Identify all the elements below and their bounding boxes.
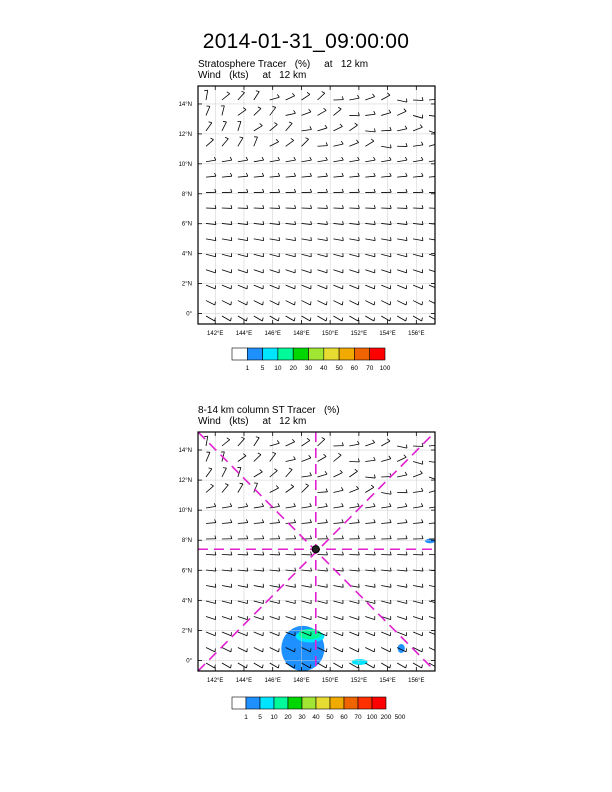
colorbar-label: 50 (335, 365, 343, 372)
wind-barb (318, 489, 328, 493)
wind-barb (349, 535, 359, 539)
wind-barb (365, 535, 375, 539)
wind-barb (254, 584, 264, 587)
panel1-subtitle: Wind (kts) at 12 km (198, 70, 307, 81)
y-tick-label: 6°N (181, 221, 192, 228)
wind-barb (397, 472, 407, 477)
wind-barb (206, 568, 216, 571)
wind-barb (254, 503, 264, 508)
wind-barb (238, 437, 245, 446)
colorbar-label: 60 (340, 714, 348, 721)
wind-barb (286, 485, 294, 493)
wind-barb (254, 470, 263, 477)
wind-barb (254, 632, 263, 636)
wind-barb (413, 443, 423, 446)
wind-barb (413, 535, 423, 539)
wind-barb (286, 552, 296, 555)
wind-barb (270, 632, 279, 636)
wind-barb (397, 584, 407, 587)
wind-barb (206, 535, 216, 539)
wind-barb (254, 519, 264, 523)
tracer-region (425, 539, 435, 544)
wind-barb (381, 503, 391, 508)
wind-barb (429, 535, 439, 539)
wind-barb (333, 442, 343, 446)
colorbar-label: 5 (260, 365, 265, 372)
wind-barb (349, 616, 358, 619)
wind-barb (318, 503, 328, 508)
wind-barb (429, 459, 439, 462)
wind-barb (397, 519, 407, 523)
wind-barb (365, 475, 375, 478)
wind-barb (302, 455, 311, 461)
wind-barb (254, 437, 259, 446)
wind-barb (365, 457, 375, 461)
colorbar-cell (260, 697, 274, 709)
wind-barb (397, 632, 406, 636)
wind-barb (413, 471, 422, 477)
wind-barb (254, 552, 264, 555)
wind-barb (302, 568, 312, 571)
wind-barb (365, 485, 374, 492)
wind-barb (238, 454, 246, 462)
colorbar-cell (288, 697, 302, 709)
wind-barb (349, 469, 357, 477)
wind-barb (365, 663, 374, 668)
wind-barb (333, 503, 343, 508)
wind-barb (206, 616, 215, 619)
wind-barb (365, 584, 375, 587)
colorbar-label: 100 (379, 365, 391, 372)
wind-barb (286, 439, 295, 446)
center-marker (312, 546, 319, 553)
wind-barb (222, 568, 232, 571)
wind-barb (222, 484, 228, 493)
wind-barb (397, 568, 407, 571)
wind-barb (238, 648, 247, 652)
x-tick-label: 150°E (321, 678, 339, 684)
x-tick-label: 156°E (408, 331, 425, 337)
wind-barb (270, 535, 280, 539)
wind-barb (254, 648, 263, 652)
wind-barb (381, 663, 390, 668)
wind-barb (349, 568, 359, 571)
x-tick-label: 148°E (293, 678, 310, 684)
wind-barb (254, 568, 264, 571)
wind-barb (222, 535, 232, 539)
wind-barb (206, 468, 212, 477)
colorbar-label: 70 (366, 365, 374, 372)
colorbar-cell (330, 697, 344, 709)
wind-barb (254, 616, 263, 619)
x-tick-label: 150°E (321, 331, 339, 337)
wind-barb (397, 455, 406, 462)
wind-barb (302, 552, 312, 555)
wind-barb (333, 470, 342, 477)
wind-barb (286, 616, 295, 619)
colorbar-cell (372, 697, 386, 709)
y-tick-label: 10°N (178, 161, 192, 168)
wind-barb (206, 452, 210, 461)
wind-barb (429, 487, 439, 493)
wind-barb (349, 632, 358, 636)
wind-barb (270, 469, 278, 477)
colorbar-label: 60 (350, 365, 359, 372)
wind-barb (318, 519, 328, 523)
x-tick-label: 152°E (350, 678, 368, 684)
wind-barb (238, 503, 248, 508)
wind-barb (222, 503, 232, 508)
wind-barb (206, 519, 216, 523)
wind-barb (318, 616, 327, 619)
wind-barb (349, 552, 359, 555)
wind-barb (365, 648, 374, 652)
wind-barb (397, 503, 407, 508)
wind-barb (286, 468, 293, 477)
wind-barb (302, 484, 309, 493)
colorbar-cell (232, 697, 246, 709)
x-tick-label: 154°E (379, 678, 396, 684)
wind-barb (381, 568, 391, 571)
wind-barb (397, 445, 407, 448)
wind-barb (397, 552, 407, 555)
colorbar-label: 30 (298, 714, 306, 721)
colorbar-label: 200 (380, 714, 392, 721)
x-tick-label: 142°E (207, 678, 224, 684)
wind-barb (254, 663, 263, 668)
wind-barb (318, 438, 325, 446)
wind-barb (270, 552, 280, 555)
wind-barb (270, 440, 280, 446)
wind-barb (270, 519, 280, 523)
wind-barb (429, 616, 438, 619)
wind-barb (270, 648, 279, 652)
wind-barb (333, 648, 342, 652)
colorbar-label: 10 (274, 365, 282, 372)
wind-barb (413, 519, 423, 523)
wind-barb (413, 663, 422, 668)
wind-barb (381, 473, 391, 477)
wind-barb (429, 442, 439, 446)
wind-barb (413, 632, 422, 636)
y-tick-label: 12°N (178, 478, 192, 485)
wind-barb (270, 616, 279, 619)
wind-barb (238, 616, 247, 619)
wind-barb (302, 438, 310, 446)
wind-barb (238, 519, 248, 523)
x-tick-label: 144°E (235, 331, 253, 337)
wind-barb (365, 519, 375, 523)
wind-barb (381, 584, 391, 587)
colorbar-label: 5 (258, 714, 262, 721)
wind-barb (318, 663, 327, 668)
wind-barb (222, 616, 231, 619)
wind-barb (429, 552, 439, 555)
wind-barb (333, 453, 341, 461)
wind-barb (318, 584, 328, 587)
colorbar-label: 10 (270, 714, 278, 721)
wind-barb (349, 503, 359, 508)
x-tick-label: 144°E (235, 678, 253, 684)
wind-barb (365, 503, 375, 508)
wind-barb (365, 440, 374, 446)
wind-barb (238, 663, 247, 668)
wind-barb (333, 663, 342, 668)
wind-barb (381, 519, 391, 523)
y-tick-label: 12°N (178, 131, 192, 138)
y-tick-label: 0° (186, 658, 192, 665)
wind-barb (286, 503, 296, 508)
wind-barb (302, 472, 312, 477)
wind-barb (429, 584, 439, 587)
wind-barb (349, 648, 358, 652)
wind-barb (302, 519, 312, 523)
colorbar-cell (274, 697, 288, 709)
wind-barb (318, 535, 328, 539)
wind-barb (413, 584, 423, 587)
x-tick-label: 142°E (207, 331, 224, 337)
wind-barb (206, 663, 215, 668)
wind-barb (397, 663, 406, 668)
wind-barb (318, 568, 328, 571)
colorbar-label: 20 (289, 365, 297, 372)
wind-barb (286, 535, 296, 539)
y-tick-label: 8°N (181, 538, 192, 545)
wind-barb (222, 519, 232, 523)
wind-barb (318, 552, 328, 555)
colorbar-label: 30 (304, 365, 313, 372)
wind-barb (270, 486, 279, 493)
wind-barb (238, 535, 248, 539)
wind-barb (381, 552, 391, 555)
wind-barb (302, 503, 312, 508)
wind-barb (333, 552, 343, 555)
colorbar-cell (358, 697, 372, 709)
wind-barb (413, 488, 423, 493)
wind-barb (318, 471, 328, 477)
wind-barb (413, 503, 423, 508)
wind-barb (286, 584, 296, 587)
colorbar-label: 500 (394, 714, 406, 721)
colorbar-label: 70 (354, 714, 362, 721)
wind-barb (397, 535, 407, 539)
wind-barb (270, 584, 280, 587)
wind-barb (222, 552, 232, 555)
wind-barb (413, 552, 423, 555)
y-tick-label: 8°N (181, 191, 192, 198)
panel2-title: 8-14 km column ST Tracer (%) (198, 405, 340, 416)
wind-barb (381, 648, 390, 652)
wind-barb (413, 461, 423, 464)
wind-barb (318, 454, 327, 461)
wind-barb (206, 484, 214, 492)
wind-barb (302, 616, 311, 619)
wind-barb (365, 568, 375, 571)
colorbar-label: 20 (284, 714, 292, 721)
wind-barb (222, 663, 231, 668)
colorbar-cell (302, 697, 316, 709)
wind-barb (238, 632, 247, 636)
page-title: 2014-01-31_09:00:00 (202, 30, 410, 53)
y-tick-label: 10°N (178, 508, 192, 515)
wind-barb (204, 436, 207, 446)
colorbar-label: 100 (366, 714, 378, 721)
wind-barb (365, 552, 375, 555)
y-tick-label: 4°N (181, 598, 192, 605)
colorbar-label: 40 (320, 365, 328, 372)
y-tick-label: 2°N (181, 628, 192, 635)
wind-barb (286, 456, 296, 461)
y-tick-label: 14°N (178, 101, 192, 108)
wind-barb (222, 648, 231, 652)
wind-barb (286, 519, 296, 523)
wind-barb (349, 519, 359, 523)
wind-barb (206, 503, 216, 508)
wind-barb (222, 584, 232, 587)
colorbar-cell (344, 697, 358, 709)
wind-barb (206, 584, 216, 587)
colorbar-label: 40 (312, 714, 320, 721)
wind-barb (365, 632, 374, 636)
y-tick-label: 14°N (178, 448, 192, 455)
y-tick-label: 6°N (181, 568, 192, 575)
wind-barb (333, 535, 343, 539)
wind-barb (286, 568, 296, 571)
wind-barb (206, 552, 216, 555)
wind-barb (270, 663, 279, 668)
wind-barb (349, 441, 359, 446)
wind-barb (381, 456, 391, 462)
y-tick-label: 2°N (181, 281, 192, 288)
wind-barb (349, 458, 359, 461)
wind-barb (429, 632, 438, 636)
wind-barb (397, 489, 407, 492)
panel1-title: Stratosphere Tracer (%) at 12 km (198, 59, 369, 70)
wind-barb (238, 552, 248, 555)
wind-barb (429, 648, 438, 652)
wind-barb (413, 616, 422, 619)
x-tick-label: 146°E (264, 678, 281, 684)
wind-barb (302, 584, 312, 587)
colorbar-label: 50 (326, 714, 334, 721)
wind-barb (397, 616, 406, 619)
wind-barb (333, 616, 342, 619)
wind-barb (429, 519, 439, 523)
tracer-region (352, 659, 368, 665)
wind-barb (349, 486, 358, 492)
x-tick-label: 146°E (264, 331, 281, 337)
wind-barb (238, 568, 248, 571)
wind-barb (333, 519, 343, 523)
wind-barb (381, 535, 391, 539)
wind-barb (254, 453, 261, 462)
y-tick-label: 0° (186, 311, 192, 318)
colorbar-cell (246, 697, 260, 709)
wind-barb (333, 487, 343, 492)
y-tick-label: 4°N (181, 251, 192, 258)
wind-barb (429, 503, 439, 508)
wind-barb (222, 438, 230, 446)
x-tick-label: 152°E (350, 331, 368, 337)
wind-barb (206, 648, 215, 652)
wind-barb (254, 535, 264, 539)
wind-barb (381, 439, 390, 446)
wind-barb (222, 632, 231, 636)
wind-barb (222, 468, 227, 477)
wind-barb (333, 584, 343, 587)
wind-barb (238, 584, 248, 587)
x-tick-label: 156°E (408, 678, 425, 684)
wind-barb (413, 568, 423, 571)
colorbar-cell (316, 697, 330, 709)
wind-barb (381, 632, 390, 636)
x-tick-label: 154°E (379, 331, 396, 337)
wind-barb (381, 491, 391, 494)
plot-area (198, 432, 439, 671)
wind-barb (206, 632, 215, 636)
x-tick-label: 148°E (293, 331, 310, 337)
wind-barb (270, 568, 280, 571)
colorbar-label: 1 (244, 714, 248, 721)
colorbar-label: 1 (245, 365, 250, 372)
wind-barb (365, 616, 374, 619)
panel2-subtitle: Wind (kts) at 12 km (198, 416, 307, 427)
wind-barb (238, 483, 243, 492)
wind-barb (333, 632, 342, 636)
